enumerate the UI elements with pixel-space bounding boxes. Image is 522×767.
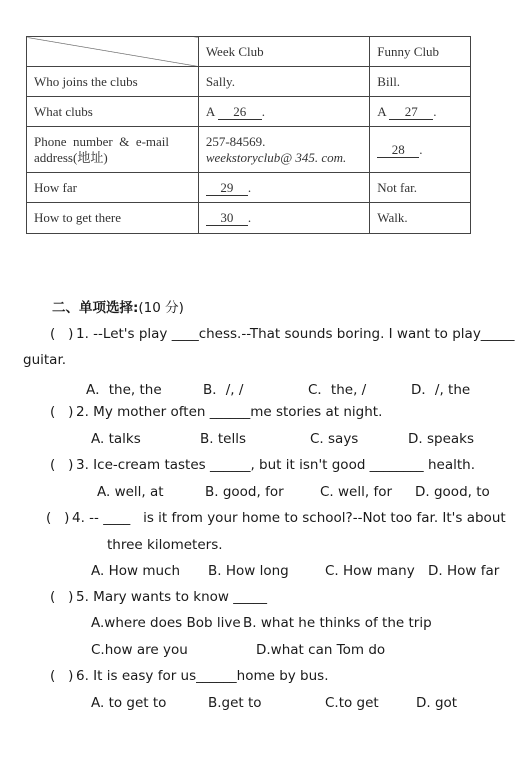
option-c: C．the, / xyxy=(308,382,367,398)
option-a: A. talks xyxy=(91,431,141,447)
option-a: A. to get to xyxy=(91,695,167,711)
option-d: D. good, to xyxy=(415,484,490,500)
row-label-contact xyxy=(27,127,199,173)
option-a: A. How much xyxy=(91,563,181,579)
question-text: 3. Ice-cream tastes ______, but it isn't good ________ health. xyxy=(76,457,476,473)
option-d: D.what can Tom do xyxy=(256,642,386,658)
answer-paren-open: ( xyxy=(50,589,56,605)
option-b: B. good, for xyxy=(205,484,284,500)
option-b: B. How long xyxy=(208,563,289,579)
funny-who-cell: Bill. xyxy=(370,67,471,97)
option-b: B.get to xyxy=(208,695,262,711)
option-c: C. says xyxy=(310,431,359,447)
row-label-how-far: How far xyxy=(27,173,199,203)
answer-paren-close: ) xyxy=(68,326,74,342)
row-label-who: Who joins the clubs xyxy=(27,67,199,97)
question-4 xyxy=(46,510,506,526)
option-b: B．/, / xyxy=(203,382,244,398)
label-line-1: Phone number & e-mail xyxy=(34,133,170,149)
question-text: 1. --Let's play ____chess.--That sounds boring. I want to play_____ xyxy=(76,326,515,342)
option-d: D. How far xyxy=(428,563,500,579)
question-text: 6. It is easy for us______home by bus. xyxy=(76,668,329,684)
option-a: A．the, the xyxy=(86,382,162,398)
option-b: B. tells xyxy=(200,431,246,447)
week-club-header: Week Club xyxy=(198,37,369,67)
blank-26: 26 xyxy=(218,105,262,120)
question-6 xyxy=(50,668,329,684)
question-1-continued: guitar. xyxy=(23,352,67,368)
question-3 xyxy=(50,457,475,473)
answer-paren-open: ( xyxy=(50,457,56,473)
option-a: A.where does Bob live xyxy=(91,615,241,631)
answer-paren-close: ) xyxy=(68,668,74,684)
question-2 xyxy=(50,404,382,420)
option-d: D. speaks xyxy=(408,431,475,447)
answer-paren-open: ( xyxy=(50,668,56,684)
option-d: D．/, the xyxy=(411,382,471,398)
answer-paren-close: ) xyxy=(64,510,70,526)
answer-paren-close: ) xyxy=(68,404,74,420)
blank-27: 27 xyxy=(389,105,433,120)
answer-paren-open: ( xyxy=(50,326,56,342)
funny-club-header: Funny Club xyxy=(370,37,471,67)
option-c: C.how are you xyxy=(91,642,188,658)
club-info-table xyxy=(26,36,471,234)
email-address: weekstoryclub@ 345. com. xyxy=(205,149,347,165)
prefix: A xyxy=(205,103,215,119)
option-a: A. well, at xyxy=(97,484,164,500)
question-5 xyxy=(50,589,267,605)
section-title xyxy=(52,296,184,316)
answer-paren-open: ( xyxy=(46,510,52,526)
funny-contact-cell: 28 . xyxy=(370,127,471,173)
week-who-cell: Sally. xyxy=(198,67,369,97)
answer-paren-open: ( xyxy=(50,404,56,420)
question-1 xyxy=(50,326,515,342)
blank-29: 29 xyxy=(206,181,248,196)
blank-28: 28 xyxy=(377,143,419,158)
question-4-continued: three kilometers. xyxy=(107,537,223,553)
option-d: D. got xyxy=(416,695,458,711)
option-c: C. well, for xyxy=(320,484,393,500)
section-score: (10 分) xyxy=(138,300,184,316)
label-line-2: address(地址) xyxy=(34,149,108,165)
blank-30: 30 xyxy=(206,211,248,226)
week-how-get-cell: 30 . xyxy=(198,203,369,234)
week-how-far-cell: 29 . xyxy=(198,173,369,203)
phone-number: 257-84569. xyxy=(205,133,266,149)
funny-how-get-cell: Walk. xyxy=(370,203,471,234)
week-contact-cell xyxy=(198,127,369,173)
funny-how-far-cell: Not far. xyxy=(370,173,471,203)
row-label-what: What clubs xyxy=(27,97,199,127)
diagonal-header-cell xyxy=(27,37,199,67)
row-label-how-get: How to get there xyxy=(27,203,199,234)
funny-what-cell: A 27 . xyxy=(370,97,471,127)
week-what-cell: A 26 . xyxy=(198,97,369,127)
prefix: A xyxy=(377,103,386,119)
answer-paren-close: ) xyxy=(68,457,74,473)
question-text: 4. -- ____ is it from your home to school?--Not too far. It's about xyxy=(72,510,506,526)
question-text: 2. My mother often ______me stories at night. xyxy=(76,404,383,420)
answer-paren-close: ) xyxy=(68,589,74,605)
option-c: C. How many xyxy=(325,563,415,579)
section-heading: 二、单项选择: xyxy=(52,300,139,316)
option-c: C.to get xyxy=(325,695,379,711)
option-b: B. what he thinks of the trip xyxy=(243,615,432,631)
question-text: 5. Mary wants to know _____ xyxy=(76,589,267,605)
